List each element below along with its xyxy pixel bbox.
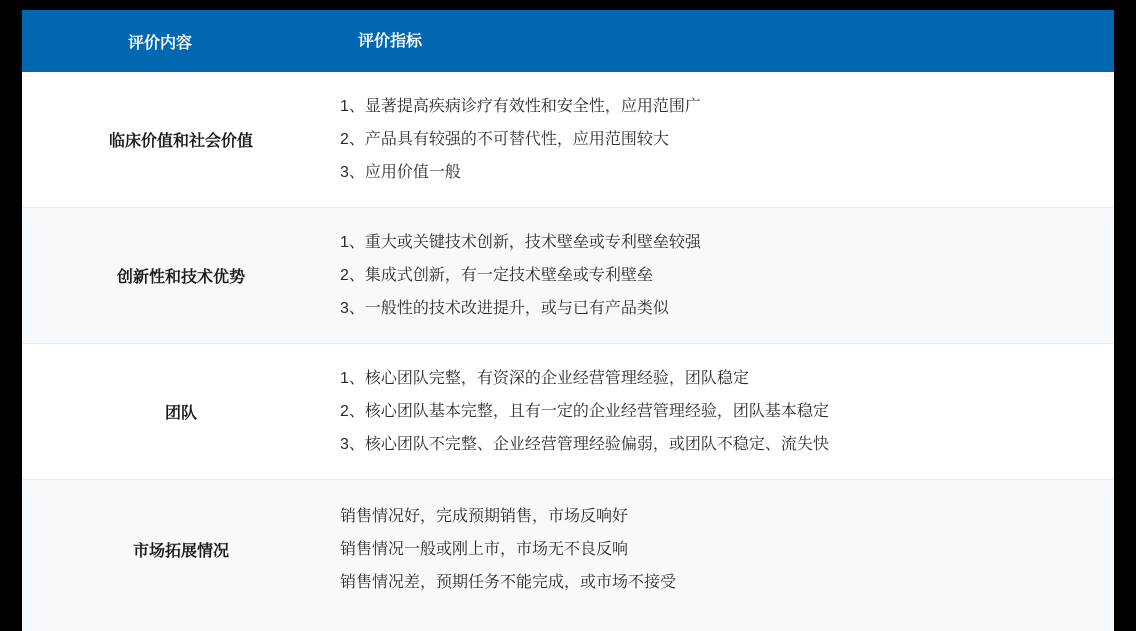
- column-header-indicator: [340, 10, 1114, 72]
- row-items-cell: [340, 343, 1114, 479]
- list-item: 2、产品具有较强的不可替代性，应用范围较大: [340, 130, 669, 148]
- list-item: 3、应用价值一般: [340, 163, 461, 181]
- list-item: 销售情况一般或刚上市，市场无不良反响: [340, 540, 629, 558]
- list-item: 2、集成式创新，有一定技术壁垒或专利壁垒: [340, 266, 653, 284]
- row-name-cell: 团队: [22, 343, 340, 479]
- row-name-cell: 临床价值和社会价值: [22, 72, 340, 207]
- row-items-cell: [340, 207, 1114, 343]
- row-items-cell: [340, 72, 1114, 207]
- top-left-mask: [0, 0, 22, 95]
- list-item: 1、重大或关键技术创新，技术壁垒或专利壁垒较强: [340, 233, 701, 251]
- row-items-cell: [340, 479, 1114, 619]
- list-item: 1、核心团队完整，有资深的企业经营管理经验，团队稳定: [340, 369, 749, 387]
- column-header-indicator-label: 评价指标: [358, 32, 423, 50]
- table-header: [22, 10, 1114, 72]
- row-name-cell: 市场拓展情况: [22, 479, 340, 619]
- list-item: 3、一般性的技术改进提升，或与已有产品类似: [340, 299, 669, 317]
- table-header-row: [22, 10, 1114, 72]
- table-row: [22, 207, 1114, 343]
- table-bottom-padding: [22, 619, 1114, 631]
- column-header-content: [22, 10, 340, 72]
- list-item: 1、显著提高疾病诊疗有效性和安全性，应用范围广: [340, 97, 701, 115]
- list-item: 2、核心团队基本完整，且有一定的企业经营管理经验，团队基本稳定: [340, 402, 829, 420]
- row-name-cell: 创新性和技术优势: [22, 207, 340, 343]
- table-body: [22, 72, 1114, 619]
- table-row: [22, 72, 1114, 207]
- list-item: 销售情况好，完成预期销售，市场反响好: [340, 507, 629, 525]
- table-row: [22, 343, 1114, 479]
- table-row: [22, 479, 1114, 619]
- evaluation-table: [22, 10, 1114, 619]
- evaluation-table-container: [22, 10, 1114, 631]
- list-item: 销售情况差，预期任务不能完成，或市场不接受: [340, 573, 677, 591]
- column-header-content-label: 评价内容: [128, 34, 193, 52]
- list-item: 3、核心团队不完整、企业经营管理经验偏弱，或团队不稳定、流失快: [340, 435, 829, 453]
